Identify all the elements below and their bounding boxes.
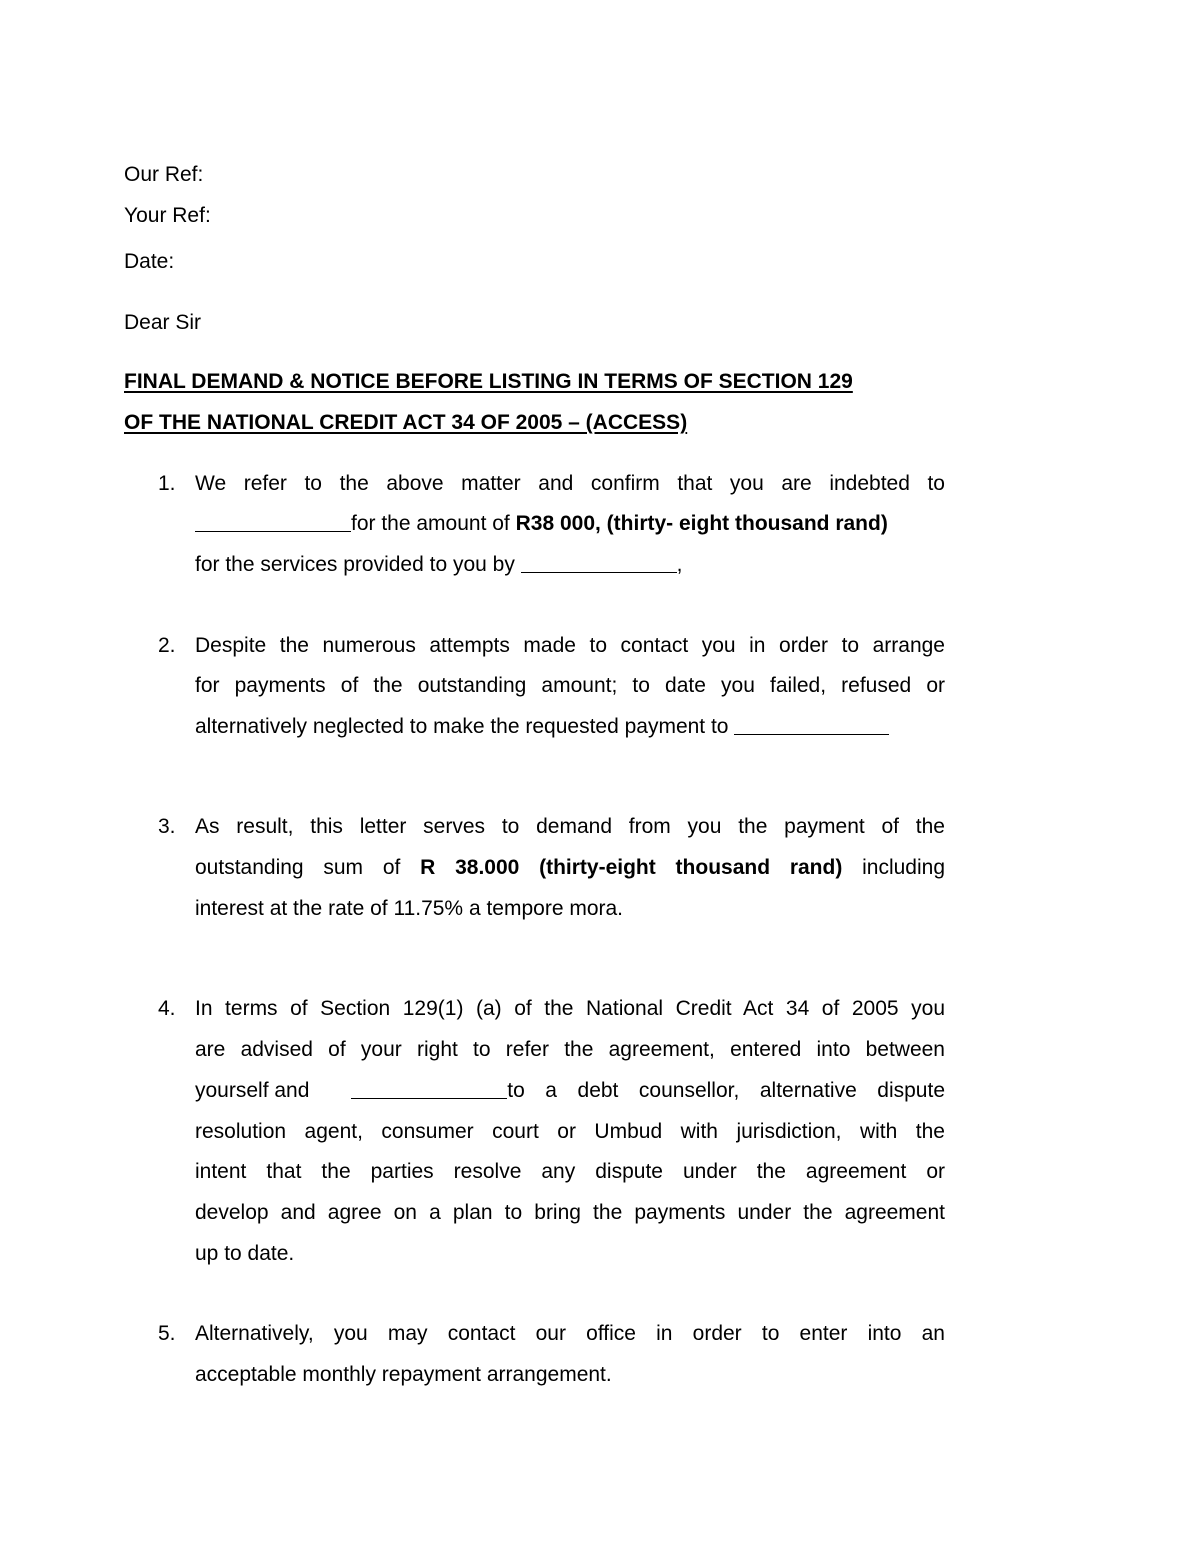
heading-line-2: OF THE NATIONAL CREDIT ACT 34 OF 2005 – (ACCESS): [124, 411, 688, 434]
item-1-number: 1.: [158, 472, 176, 495]
item-1-line-2a: for the amount of: [351, 512, 516, 535]
item-1-line-2: [195, 513, 945, 534]
item-5-line-2: acceptable monthly repayment arrangement.: [195, 1363, 612, 1386]
our-ref-label: Our Ref:: [124, 163, 204, 186]
item-4-line-7: up to date.: [195, 1242, 295, 1265]
item-4-line-3-word: a: [545, 1079, 557, 1102]
item-3-line-2c: including: [842, 856, 946, 879]
item-4-line-6: develop and agree on a plan to bring the payments under the agreement: [195, 1201, 945, 1224]
item-4-line-3-word: counsellor,: [638, 1079, 740, 1102]
item-3-number: 3.: [158, 815, 176, 838]
item-4-line-3-left: [195, 1080, 525, 1101]
creditor-blank: [195, 530, 351, 532]
item-1-line-3a: for the services provided to you by: [195, 553, 521, 576]
item-5-number: 5.: [158, 1322, 176, 1345]
item-4-line-3b-first: to: [507, 1079, 525, 1102]
your-ref-label: Your Ref:: [124, 204, 211, 227]
item-1-line-3: [195, 554, 945, 575]
item-5-line-1: Alternatively, you may contact our office in order to enter into an: [195, 1322, 945, 1345]
item-3-line-2: [195, 857, 945, 878]
item-1-line-3b: ,: [676, 553, 683, 576]
item-2-number: 2.: [158, 634, 176, 657]
item-4-line-1: In terms of Section 129(1) (a) of the National Credit Act 34 of 2005 you: [195, 997, 945, 1020]
item-2-line-1: Despite the numerous attempts made to contact you in order to arrange: [195, 634, 945, 657]
item-2-line-2: for payments of the outstanding amount; to date you failed, refused or: [195, 674, 945, 697]
salutation: Dear Sir: [124, 311, 202, 334]
item-3-line-3: interest at the rate of 11.75% a tempore mora.: [195, 897, 624, 920]
payee-blank: [734, 733, 889, 735]
item-2-line-3a: alternatively neglected to make the requested payment to: [195, 715, 735, 738]
item-2-line-3: [195, 716, 945, 737]
item-4-line-3-word: alternative: [759, 1079, 857, 1102]
item-4-line-3-word: dispute: [877, 1079, 945, 1102]
provider-blank: [521, 571, 677, 573]
item-4-line-5: intent that the parties resolve any dispute under the agreement or: [195, 1160, 945, 1183]
date-label: Date:: [124, 250, 175, 273]
item-1-line-1: We refer to the above matter and confirm that you are indebted to: [195, 472, 945, 495]
item-4-number: 4.: [158, 997, 176, 1020]
item-3-amount: R 38.000 (thirty-eight thousand rand): [420, 856, 843, 879]
item-3-line-2a: outstanding sum of: [195, 856, 421, 879]
item-4-line-2: are advised of your right to refer the agreement, entered into between: [195, 1038, 945, 1061]
item-4-line-3-word: debt: [577, 1079, 619, 1102]
agreement-party-blank: [351, 1097, 507, 1099]
item-3-line-1: As result, this letter serves to demand from you the payment of the: [195, 815, 945, 838]
item-1-amount: R38 000, (thirty- eight thousand rand): [515, 512, 888, 535]
item-4-line-3: [195, 1080, 945, 1101]
item-4-line-3a: yourself and: [195, 1079, 316, 1102]
item-4-line-4: resolution agent, consumer court or Umbud with jurisdiction, with the: [195, 1120, 945, 1143]
heading-line-1: FINAL DEMAND & NOTICE BEFORE LISTING IN TERMS OF SECTION 129: [124, 370, 853, 393]
